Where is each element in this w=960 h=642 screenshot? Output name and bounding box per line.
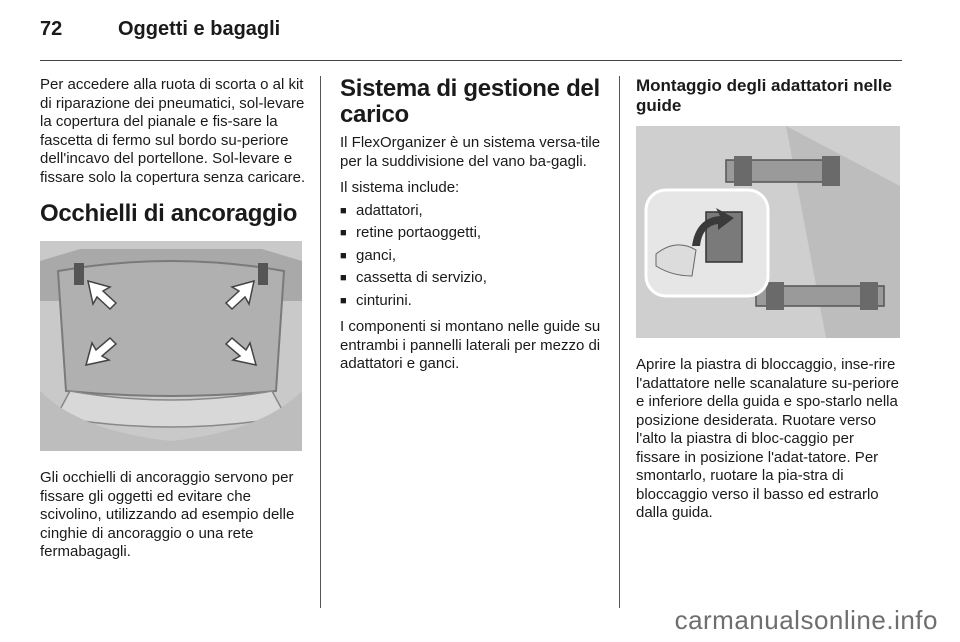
anchorage-caption: Gli occhielli di ancoraggio servono per fissare gli oggetti ed evitare che scivolino, utilizzando ad esempio delle cinghie di ancoraggio o una rete fermabagagli. (40, 469, 295, 560)
section-heading-anchorage: Occhielli di ancoraggio (40, 200, 298, 227)
flexorganizer-intro: Il FlexOrganizer è un sistema versa-tile per la suddivisione del vano ba-gagli. (340, 134, 601, 170)
adapter-rail-illustration (636, 126, 900, 338)
mounting-paragraph: I componenti si montano nelle guide su entrambi i pannelli laterali per mezzo di adattatori e ganci. (340, 318, 601, 372)
page-header (40, 18, 280, 48)
spare-wheel-paragraph: Per accedere alla ruota di scorta o al kit di riparazione dei pneumatici, sol-levare la copertura del pianale e fis-sare la fascetta di fermo sul bordo su-periore dell'incavo del portellone. Sol-levare e fissare solo la copertura senza caricare. (40, 76, 306, 186)
column-3 (636, 76, 902, 531)
system-includes-label: Il sistema include: (340, 179, 460, 196)
components-list (340, 202, 608, 311)
section-heading-load-management: Sistema di gestione del carico (340, 75, 600, 128)
list-item: ■ cassetta di servizio, (340, 269, 608, 288)
list-item: ■ cinturini. (340, 292, 608, 311)
list-item: ■ adattatori, (340, 202, 608, 221)
watermark-text: carmanualsonline.info (674, 605, 938, 635)
column-divider-1 (320, 76, 321, 608)
chapter-title: Oggetti e bagagli (118, 18, 281, 40)
list-item: ■ ganci, (340, 247, 608, 266)
adapter-instructions: Aprire la piastra di bloccaggio, inse-rire l'adattatore nelle scanalature su-periore e inferiore della guida e spo-starlo nella posizione desiderata. Ruotare verso l'alto la piastra di bloc-caggio per fissare in posizione l'adat-tatore. Per smontarlo, ruotare la pia-stra di bloccaggio verso il basso ed estrarlo dalla guida. (636, 356, 900, 521)
section-heading-adapter-mounting: Montaggio degli adattatori nelle guide (636, 76, 892, 115)
header-rule (40, 60, 902, 61)
page-number: 72 (40, 18, 63, 40)
trunk-anchorage-illustration (40, 241, 302, 451)
list-item: ■ retine portaoggetti, (340, 224, 608, 243)
column-divider-2 (619, 76, 620, 608)
column-2 (340, 76, 608, 382)
column-1 (40, 76, 308, 570)
